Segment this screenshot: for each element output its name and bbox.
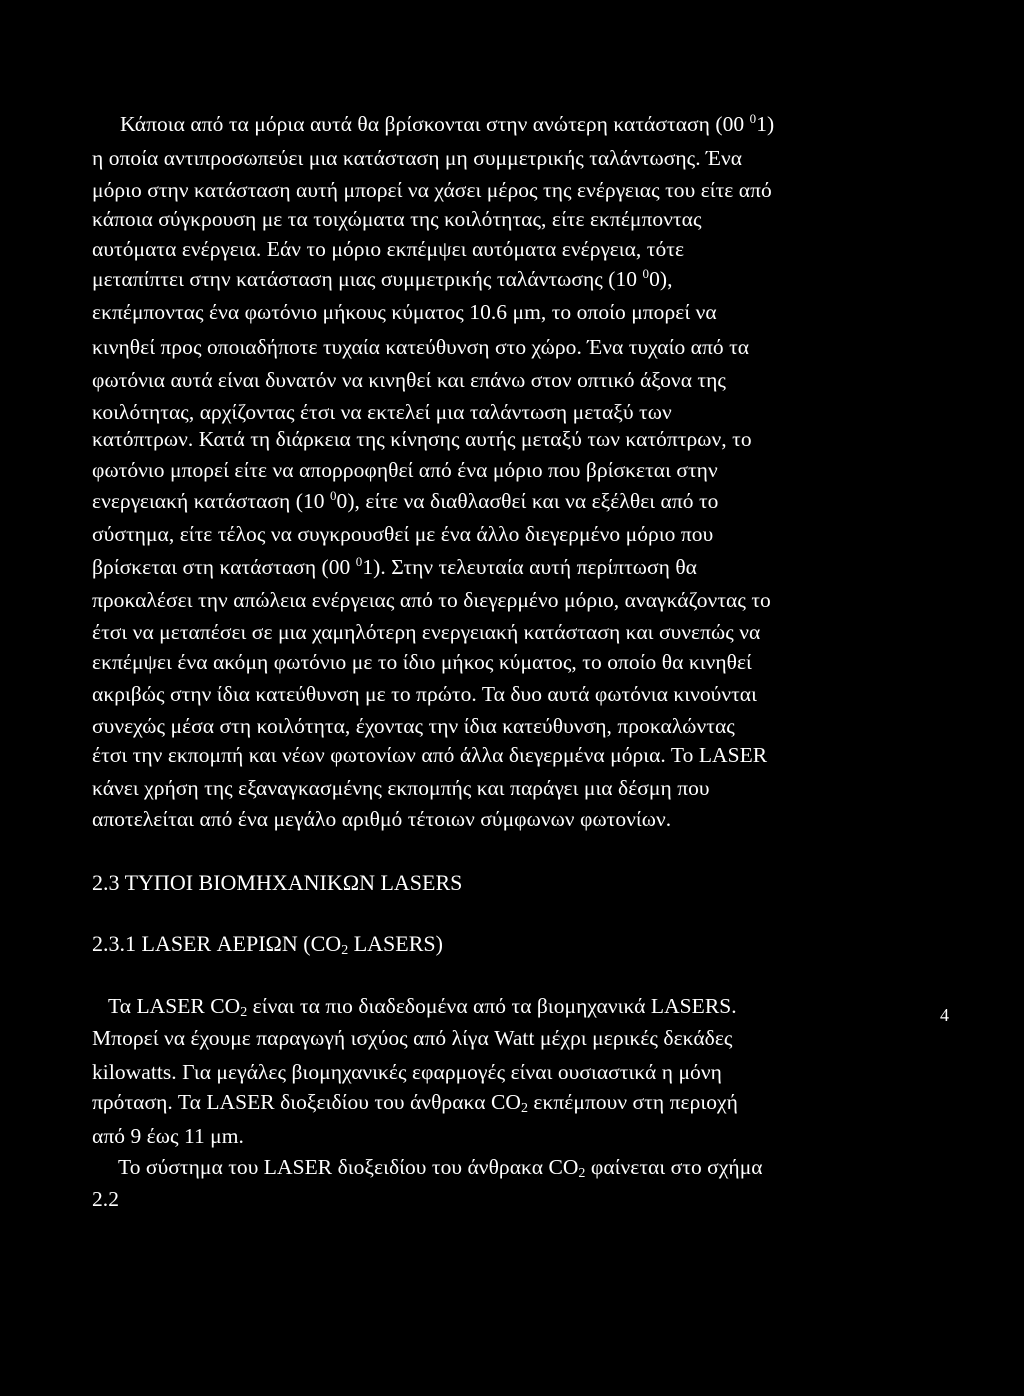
page-number: 4 (940, 1005, 949, 1025)
text-run: 2.3.1 LASER ΑΕΡΙΩΝ (CO (92, 931, 342, 956)
paragraph-line (92, 265, 673, 293)
paragraph-line: κοιλότητας, αρχίζοντας έτσι να εκτελεί μια ταλάντωση μεταξύ των (92, 400, 672, 424)
text-run: ενεργειακή κατάσταση (10 (92, 489, 330, 513)
text-run: 1). Στην τελευταία αυτή περίπτωση θα (362, 555, 697, 579)
paragraph-line: κατόπτρων. Κατά τη διάρκεια της κίνησης αυτής μεταξύ των κατόπτρων, το (92, 427, 752, 451)
paragraph-line: εκπέμποντας ένα φωτόνιο μήκους κύματος 10.6 μm, το οποίο μπορεί να (92, 300, 717, 324)
subscript: 2 (578, 1166, 586, 1181)
text-run: βρίσκεται στη κατάσταση (00 (92, 555, 356, 579)
paragraph-line: από 9 έως 11 μm. (92, 1124, 244, 1148)
paragraph-line: 2.2 (92, 1187, 120, 1211)
paragraph-line (92, 487, 718, 515)
superscript: 0 (329, 488, 337, 503)
paragraph-line: κινηθεί προς οποιαδήποτε τυχαία κατεύθυνση στο χώρο. Ένα τυχαίο από τα (92, 335, 750, 359)
paragraph-line: σύστημα, είτε τέλος να συγκρουσθεί με ένα άλλο διεγερμένο μόριο που (92, 522, 714, 546)
text-run: Τα LASER CO (108, 994, 241, 1018)
paragraph-line: αυτόματα ενέργεια. Εάν το μόριο εκπέμψει αυτόματα ενέργεια, τότε (92, 237, 685, 261)
text-run: φαίνεται στο σχήμα (585, 1155, 763, 1179)
paragraph-line: φωτόνια αυτά είναι δυνατόν να κινηθεί και επάνω στον οπτικό άξονα της (92, 368, 726, 392)
text-run: 0), είτε να διαθλασθεί και να εξέλθει από το (336, 489, 719, 513)
superscript: 0 (642, 266, 650, 281)
superscript: 0 (749, 111, 757, 126)
subsection-heading (92, 930, 443, 958)
paragraph-line (108, 992, 737, 1020)
text-run: είναι τα πιο διαδεδομένα από τα βιομηχανικά LASERS. (247, 994, 737, 1018)
section-heading: 2.3 ΤΥΠΟΙ ΒΙΟΜΗΧΑΝΙΚΩΝ LASERS (92, 870, 463, 895)
paragraph-line: έτσι να μεταπέσει σε μια χαμηλότερη ενεργειακή κατάσταση και συνεπώς να (92, 620, 761, 644)
paragraph-line: αποτελείται από ένα μεγάλο αριθμό τέτοιων σύμφωνων φωτονίων. (92, 807, 672, 831)
paragraph-line: κάνει χρήση της εξαναγκασμένης εκπομπής και παράγει μια δέσμη που (92, 776, 710, 800)
paragraph-line (92, 553, 697, 581)
paragraph-line (92, 1088, 738, 1116)
text-run: 1) (756, 112, 775, 136)
paragraph-line: ακριβώς στην ίδια κατεύθυνση με το πρώτο. Τα δυο αυτά φωτόνια κινούνται (92, 682, 757, 706)
paragraph-line (118, 1153, 763, 1181)
subscript: 2 (240, 1005, 248, 1020)
superscript: 0 (355, 554, 363, 569)
text-run: Το σύστημα του LASER διοξειδίου του άνθρακα CO (118, 1155, 579, 1179)
paragraph-line: φωτόνιο μπορεί είτε να απορροφηθεί από ένα μόριο που βρίσκεται στην (92, 458, 718, 482)
text-run: εκπέμπουν στη περιοχή (528, 1090, 738, 1114)
paragraph-line: Μπορεί να έχουμε παραγωγή ισχύος από λίγα Watt μέχρι μερικές δεκάδες (92, 1026, 733, 1050)
subscript: 2 (520, 1101, 528, 1116)
text-run: 0), (649, 267, 673, 291)
text-run: LASERS) (348, 931, 443, 956)
text-run: πρόταση. Τα LASER διοξειδίου του άνθρακα CO (92, 1090, 521, 1114)
paragraph-line: συνεχώς μέσα στη κοιλότητα, έχοντας την ίδια κατεύθυνση, προκαλώντας (92, 714, 735, 738)
text-run: Κάποια από τα μόρια αυτά θα βρίσκονται στην ανώτερη κατάσταση (00 (120, 112, 750, 136)
paragraph-line (120, 110, 774, 138)
subscript: 2 (341, 943, 349, 958)
text-run: μεταπίπτει στην κατάσταση μιας συμμετρικής ταλάντωσης (10 (92, 267, 643, 291)
paragraph-line: εκπέμψει ένα ακόμη φωτόνιο με το ίδιο μήκος κύματος, το οποίο θα κινηθεί (92, 650, 752, 674)
paragraph-line: κάποια σύγκρουση με τα τοιχώματα της κοιλότητας, είτε εκπέμποντας (92, 207, 702, 231)
paragraph-line: έτσι την εκπομπή και νέων φωτονίων από άλλα διεγερμένα μόρια. Το LASER (92, 743, 768, 767)
paragraph-line: kilowatts. Για μεγάλες βιομηχανικές εφαρμογές είναι ουσιαστικά η μόνη (92, 1060, 722, 1084)
paragraph-line: προκαλέσει την απώλεια ενέργειας από το διεγερμένο μόριο, αναγκάζοντας το (92, 588, 771, 612)
paragraph-line: μόριο στην κατάσταση αυτή μπορεί να χάσει μέρος της ενέργειας του είτε από (92, 178, 772, 202)
paragraph-line: η οποία αντιπροσωπεύει μια κατάσταση μη συμμετρικής ταλάντωσης. Ένα (92, 146, 743, 170)
